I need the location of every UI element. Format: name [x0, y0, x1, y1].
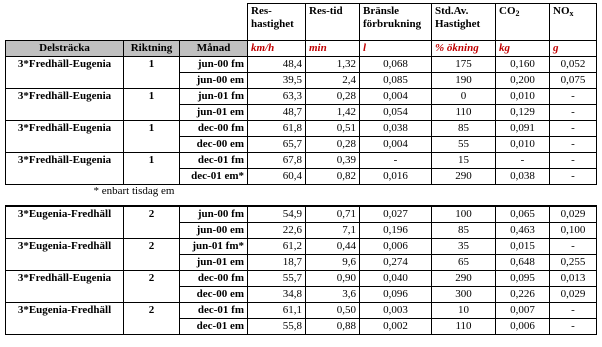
value-cell: 0,004 — [360, 137, 432, 153]
segment-cell — [6, 255, 124, 271]
value-cell: 0,28 — [306, 137, 360, 153]
travel-data-table — [5, 3, 597, 335]
month-cell: dec-00 fm — [180, 121, 248, 137]
value-cell: 3,6 — [306, 287, 360, 303]
col-header-res-hastighet: Res-hastighet — [248, 4, 306, 41]
value-cell: 0,095 — [496, 271, 550, 287]
segment-cell — [6, 73, 124, 89]
value-cell: 190 — [432, 73, 496, 89]
value-cell: 10 — [432, 303, 496, 319]
value-cell: 0,39 — [306, 153, 360, 169]
value-cell: 0,44 — [306, 239, 360, 255]
col-header-std-av: Std.Av. Hastighet — [432, 4, 496, 41]
table-row — [6, 206, 597, 223]
value-cell: 0,463 — [496, 223, 550, 239]
value-cell: 65 — [432, 255, 496, 271]
direction-cell: 2 — [124, 206, 180, 223]
value-cell: - — [550, 121, 597, 137]
unit-label: l — [360, 41, 432, 57]
segment-cell — [6, 137, 124, 153]
value-cell: 0,82 — [306, 169, 360, 185]
direction-cell — [124, 319, 180, 335]
value-cell: 0,648 — [496, 255, 550, 271]
value-cell: - — [550, 89, 597, 105]
table-row — [6, 239, 597, 255]
direction-cell — [124, 169, 180, 185]
direction-cell — [124, 287, 180, 303]
value-cell: 300 — [432, 287, 496, 303]
value-cell: 63,3 — [248, 89, 306, 105]
value-cell: 0,196 — [360, 223, 432, 239]
value-cell: 34,8 — [248, 287, 306, 303]
value-cell: 0,068 — [360, 57, 432, 73]
value-cell: 0,029 — [550, 287, 597, 303]
value-cell: - — [550, 153, 597, 169]
value-cell: 110 — [432, 319, 496, 335]
direction-cell — [124, 223, 180, 239]
table-row — [6, 73, 597, 89]
value-cell: 0,010 — [496, 89, 550, 105]
value-cell: - — [550, 137, 597, 153]
month-cell: jun-00 fm — [180, 206, 248, 223]
value-cell: 0,038 — [496, 169, 550, 185]
segment-cell: 3*Fredhäll-Eugenia — [6, 121, 124, 137]
table-row — [6, 121, 597, 137]
value-cell: 18,7 — [248, 255, 306, 271]
header-row-labels — [6, 41, 597, 57]
unit-label: min — [306, 41, 360, 57]
value-cell: 0,129 — [496, 105, 550, 121]
value-cell: 0,038 — [360, 121, 432, 137]
value-cell: - — [550, 303, 597, 319]
month-cell: jun-00 fm — [180, 57, 248, 73]
value-cell: 0,50 — [306, 303, 360, 319]
value-cell: 22,6 — [248, 223, 306, 239]
direction-cell — [124, 137, 180, 153]
col-header-co2: $CO_2$ — [496, 4, 550, 41]
col-header-nox: $NO_x$ — [550, 4, 597, 41]
value-cell: 0,065 — [496, 206, 550, 223]
value-cell: 0,075 — [550, 73, 597, 89]
value-cell: 61,2 — [248, 239, 306, 255]
value-cell: - — [496, 153, 550, 169]
unit-label: g — [550, 41, 597, 57]
col-header-riktning: Riktning — [124, 41, 180, 57]
segment-cell: 3*Eugenia-Fredhäll — [6, 303, 124, 319]
value-cell: 60,4 — [248, 169, 306, 185]
table-row — [6, 57, 597, 73]
value-cell: 0,054 — [360, 105, 432, 121]
value-cell: 35 — [432, 239, 496, 255]
value-cell: 55,7 — [248, 271, 306, 287]
value-cell: 0,28 — [306, 89, 360, 105]
value-cell: 0,51 — [306, 121, 360, 137]
value-cell: 290 — [432, 169, 496, 185]
value-cell: 0,71 — [306, 206, 360, 223]
value-cell: 110 — [432, 105, 496, 121]
unit-label: % ökning — [432, 41, 496, 57]
value-cell: 0,029 — [550, 206, 597, 223]
direction-cell — [124, 73, 180, 89]
segment-cell: 3*Fredhäll-Eugenia — [6, 153, 124, 169]
value-cell: 55,8 — [248, 319, 306, 335]
table-row — [6, 105, 597, 121]
footnote-row — [6, 185, 597, 198]
table-row — [6, 255, 597, 271]
value-cell: - — [360, 153, 432, 169]
value-cell: 0,015 — [496, 239, 550, 255]
value-cell: 175 — [432, 57, 496, 73]
value-cell: 61,8 — [248, 121, 306, 137]
value-cell: 48,4 — [248, 57, 306, 73]
value-cell: 0,226 — [496, 287, 550, 303]
value-cell: 85 — [432, 121, 496, 137]
segment-cell — [6, 319, 124, 335]
col-header-delstracka: Delsträcka — [6, 41, 124, 57]
direction-cell: 2 — [124, 303, 180, 319]
table-row — [6, 271, 597, 287]
segment-cell: 3*Eugenia-Fredhäll — [6, 239, 124, 255]
direction-cell: 1 — [124, 89, 180, 105]
table-row — [6, 169, 597, 185]
value-cell: 0,006 — [360, 239, 432, 255]
month-cell: dec-00 em — [180, 287, 248, 303]
value-cell: 65,7 — [248, 137, 306, 153]
month-cell: dec-01 em* — [180, 169, 248, 185]
value-cell: 290 — [432, 271, 496, 287]
table-row — [6, 223, 597, 239]
segment-cell: 3*Fredhäll-Eugenia — [6, 271, 124, 287]
direction-cell: 1 — [124, 153, 180, 169]
month-cell: jun-01 fm* — [180, 239, 248, 255]
month-cell: dec-01 em — [180, 319, 248, 335]
value-cell: 0,091 — [496, 121, 550, 137]
value-cell: 100 — [432, 206, 496, 223]
value-cell: 0,004 — [360, 89, 432, 105]
value-cell: 54,9 — [248, 206, 306, 223]
unit-label: kg — [496, 41, 550, 57]
value-cell: 48,7 — [248, 105, 306, 121]
value-cell: 0,016 — [360, 169, 432, 185]
col-header-res-tid: Res-tid — [306, 4, 360, 41]
segment-cell — [6, 105, 124, 121]
direction-cell — [124, 255, 180, 271]
value-cell: 0,100 — [550, 223, 597, 239]
value-cell: - — [550, 319, 597, 335]
table-row — [6, 303, 597, 319]
value-cell: 0,255 — [550, 255, 597, 271]
direction-cell: 1 — [124, 57, 180, 73]
direction-cell — [124, 105, 180, 121]
value-cell: 0 — [432, 89, 496, 105]
value-cell: 0,002 — [360, 319, 432, 335]
month-cell: dec-00 em — [180, 137, 248, 153]
value-cell: 2,4 — [306, 73, 360, 89]
col-header-manad: Månad — [180, 41, 248, 57]
unit-label: km/h — [248, 41, 306, 57]
segment-cell: 3*Fredhäll-Eugenia — [6, 57, 124, 73]
value-cell: 0,88 — [306, 319, 360, 335]
table-row — [6, 153, 597, 169]
section-spacer — [6, 197, 597, 206]
table-row — [6, 287, 597, 303]
segment-cell — [6, 169, 124, 185]
value-cell: 0,006 — [496, 319, 550, 335]
value-cell: 0,052 — [550, 57, 597, 73]
table-row — [6, 319, 597, 335]
month-cell: dec-01 fm — [180, 153, 248, 169]
segment-cell — [6, 287, 124, 303]
direction-cell: 2 — [124, 271, 180, 287]
value-cell: 0,085 — [360, 73, 432, 89]
month-cell: dec-01 fm — [180, 303, 248, 319]
month-cell: jun-00 em — [180, 73, 248, 89]
month-cell: dec-00 fm — [180, 271, 248, 287]
value-cell: 39,5 — [248, 73, 306, 89]
value-cell: - — [550, 105, 597, 121]
header-row-top — [6, 4, 597, 41]
value-cell: 0,096 — [360, 287, 432, 303]
col-header-bransle: Bränsle förbrukning — [360, 4, 432, 41]
value-cell: 15 — [432, 153, 496, 169]
value-cell: 0,200 — [496, 73, 550, 89]
value-cell: 0,274 — [360, 255, 432, 271]
value-cell: - — [550, 239, 597, 255]
value-cell: 1,32 — [306, 57, 360, 73]
table-row — [6, 137, 597, 153]
value-cell: 9,6 — [306, 255, 360, 271]
data-table-container — [5, 3, 596, 335]
value-cell: 0,040 — [360, 271, 432, 287]
value-cell: 0,90 — [306, 271, 360, 287]
value-cell: 67,8 — [248, 153, 306, 169]
value-cell: 0,010 — [496, 137, 550, 153]
segment-cell: 3*Fredhäll-Eugenia — [6, 89, 124, 105]
month-cell: jun-01 em — [180, 105, 248, 121]
month-cell: jun-00 em — [180, 223, 248, 239]
value-cell: 0,160 — [496, 57, 550, 73]
value-cell: 61,1 — [248, 303, 306, 319]
direction-cell: 1 — [124, 121, 180, 137]
value-cell: 0,013 — [550, 271, 597, 287]
table-row — [6, 89, 597, 105]
value-cell: 0,007 — [496, 303, 550, 319]
value-cell: 85 — [432, 223, 496, 239]
value-cell: 0,003 — [360, 303, 432, 319]
direction-cell: 2 — [124, 239, 180, 255]
footnote-text: * enbart tisdag em — [93, 185, 175, 197]
value-cell: 55 — [432, 137, 496, 153]
segment-cell — [6, 223, 124, 239]
month-cell: jun-01 em — [180, 255, 248, 271]
value-cell: 1,42 — [306, 105, 360, 121]
value-cell: 7,1 — [306, 223, 360, 239]
segment-cell: 3*Eugenia-Fredhäll — [6, 206, 124, 223]
value-cell: 0,027 — [360, 206, 432, 223]
month-cell: jun-01 fm — [180, 89, 248, 105]
value-cell: - — [550, 169, 597, 185]
